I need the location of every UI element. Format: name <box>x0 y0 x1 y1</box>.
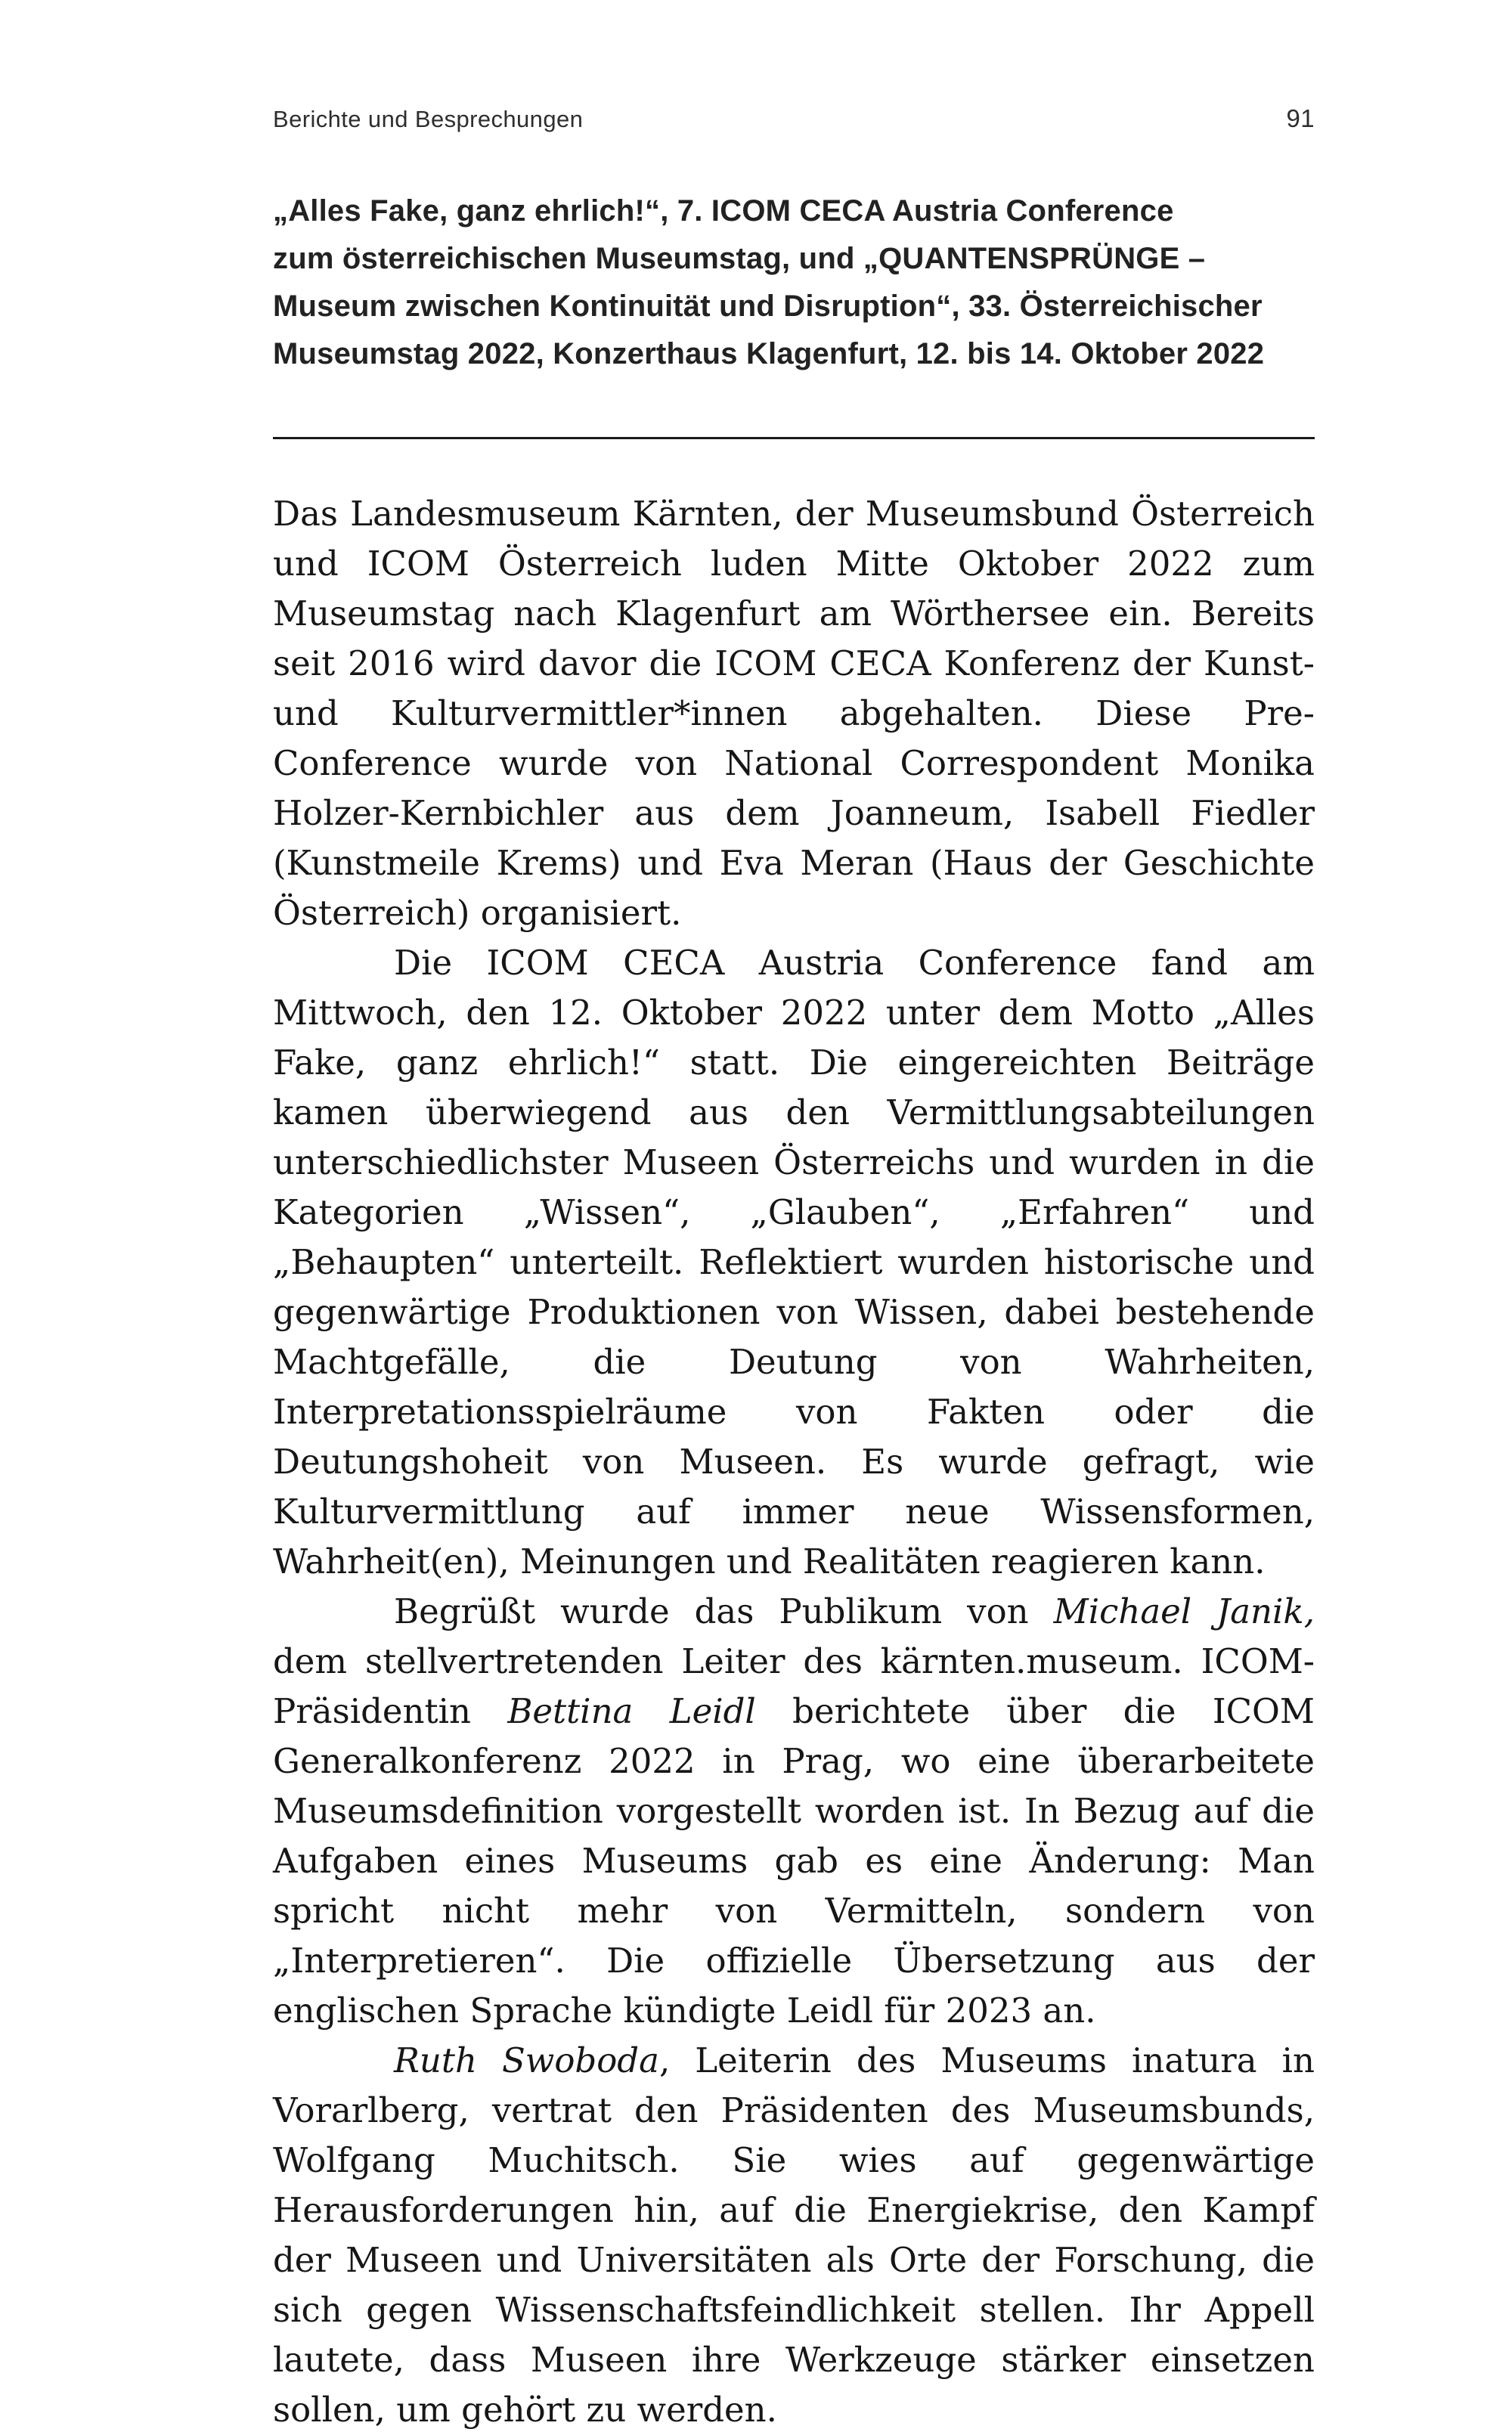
text-run: Die ICOM CECA Austria Conference fand am Mittwoch, den 12. Oktober 2022 unter dem Motto „Alles Fake, ganz ehrlich!“ statt. Die eingereichten Beiträge kamen überwiegend aus den Vermittlungsabteilungen unterschiedlichster Museen Österreichs und wurden in die Kategorien „Wissen“, „Glauben“, „Erfahren“ und „Behaupten“ unterteilt. Reflektiert wurden historische und gegenwärtige Produktionen von Wissen, dabei bestehende Machtgefälle, die Deutung von Wahrheiten, Interpretationsspielräume von Fakten oder die Deutungshoheit von Museen. Es wurde gefragt, wie Kulturvermittlung auf immer neue Wissensformen, Wahrheit(en), Meinungen und Realitäten reagieren kann. <box>273 943 1315 1582</box>
emphasized-name: Ruth Swoboda <box>394 2040 659 2080</box>
title-line-3: Museum zwischen Kontinuität und Disruption“, 33. Österreichischer <box>273 290 1263 323</box>
title-line-4: Museumstag 2022, Konzerthaus Klagenfurt, 12. bis 14. Oktober 2022 <box>273 337 1265 370</box>
text-run: berichtete über die ICOM Generalkonferenz 2022 in Prag, wo eine überarbeitete Museumsdefinition vorgestellt worden ist. In Bezug auf die Aufgaben eines Museums gab es eine Änderung: Man spricht nicht mehr von Vermitteln, sondern von „Interpretieren“. Die offizielle Übersetzung aus der englischen Sprache kündigte Leidl für 2023 an. <box>273 1691 1315 2031</box>
paragraph-4 <box>273 2036 1315 2435</box>
text-run: , Leiterin des Museums inatura in Vorarlberg, vertrat den Präsidenten des Museumsbunds, Wolfgang Muchitsch. Sie wies auf gegenwärtige Herausforderungen hin, auf die Energiekrise, den Kampf der Museen und Universitäten als Orte der Forschung, die sich gegen Wissenschaftsfeindlichkeit stellen. Ihr Appell lautete, dass Museen ihre Werkzeuge stärker einsetzen sollen, um gehört zu werden. <box>273 2040 1315 2430</box>
article-body <box>273 489 1315 2435</box>
title-divider <box>273 437 1315 439</box>
running-head <box>273 104 1315 133</box>
emphasized-name: Michael Janik, <box>1053 1591 1315 1631</box>
text-run: Das Landesmuseum Kärnten, der Museumsbund Österreich und ICOM Österreich luden Mitte Oktober 2022 zum Museumstag nach Klagenfurt am Wörthersee ein. Bereits seit 2016 wird davor die ICOM CECA Konferenz der Kunst- und Kulturvermittler*innen abgehalten. Diese Pre-Conference wurde von National Correspondent Monika Holzer-Kernbichler aus dem Joanneum, Isabell Fiedler (Kunstmeile Krems) und Eva Meran (Haus der Geschichte Österreich) organisiert. <box>273 494 1315 933</box>
document-page <box>273 0 1315 2435</box>
title-line-1: „Alles Fake, ganz ehrlich!“, 7. ICOM CECA Austria Conference <box>273 194 1174 228</box>
text-run: dem stellvertretenden Leiter des kärnten.museum. ICOM-Präsidentin <box>273 1641 1315 1731</box>
paragraph-2 <box>273 938 1315 1587</box>
paragraph-1 <box>273 489 1315 938</box>
running-title: Berichte und Besprechungen <box>273 106 584 132</box>
emphasized-name: Bettina Leidl <box>507 1691 756 1731</box>
text-run: Begrüßt wurde das Publikum von <box>394 1591 1054 1631</box>
page-number: 91 <box>1286 104 1315 132</box>
article-title <box>273 187 1315 378</box>
title-line-2: zum österreichischen Museumstag, und „QUANTENSPRÜNGE – <box>273 242 1206 275</box>
paragraph-3 <box>273 1587 1315 2036</box>
